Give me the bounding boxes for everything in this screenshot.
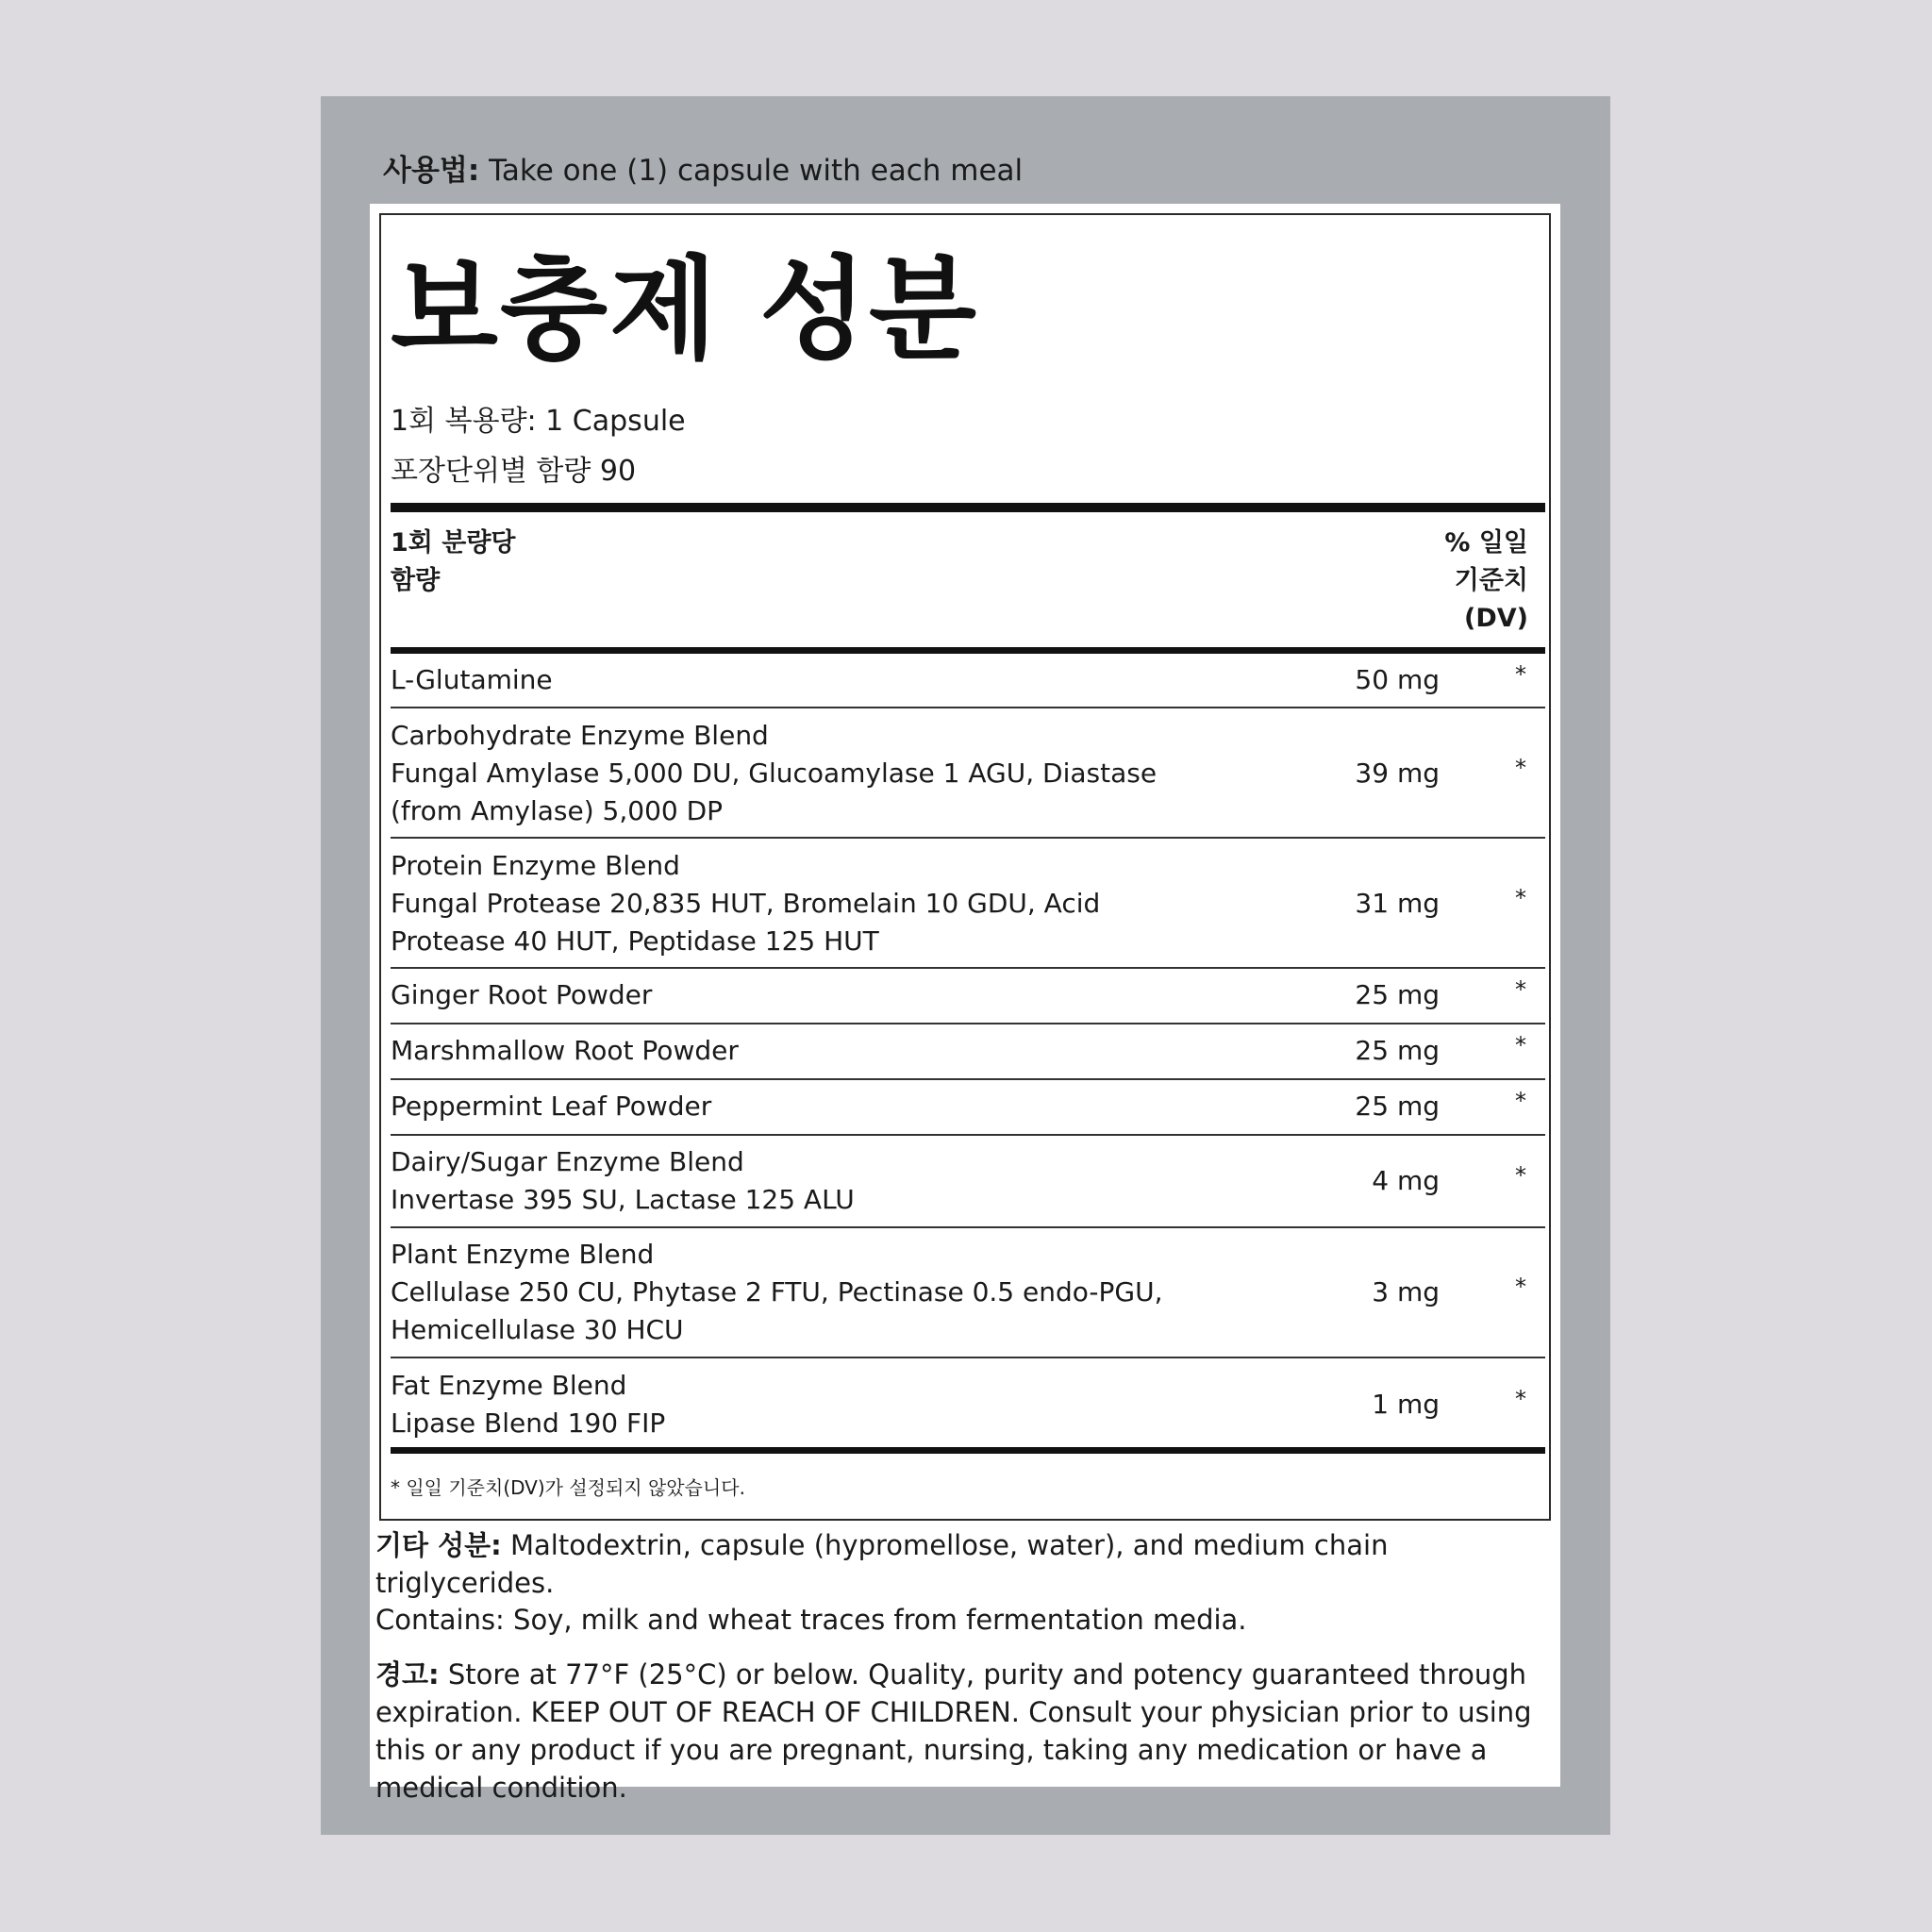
facts-title: 보충제 성분: [391, 244, 979, 375]
nutrient-name: Protein Enzyme Blend: [391, 850, 680, 881]
nutrient-row: [391, 847, 1545, 960]
dv-header-line2: 기준치: [1454, 566, 1528, 595]
nutrient-name: Ginger Root Powder: [391, 979, 653, 1010]
supplement-facts-box: [379, 213, 1551, 1521]
nutrient-dv: *: [1515, 755, 1526, 781]
row-divider: [391, 1023, 1545, 1024]
nutrient-name: Dairy/Sugar Enzyme Blend: [391, 1146, 744, 1177]
nutrient-row: [391, 661, 1545, 699]
nutrient-dv: *: [1515, 661, 1526, 688]
nutrient-name: Peppermint Leaf Powder: [391, 1091, 712, 1122]
row-divider: [391, 967, 1545, 969]
nutrient-amount: 31 mg: [1355, 888, 1440, 919]
other-ingredients: [375, 1526, 1555, 1602]
daily-value-header: [1444, 525, 1528, 638]
nutrient-row: [391, 1143, 1545, 1219]
dv-header-line3: (DV): [1464, 604, 1528, 633]
nutrient-name: Plant Enzyme Blend: [391, 1239, 655, 1270]
nutrient-dv: *: [1515, 1386, 1526, 1412]
nutrient-row: [391, 1236, 1545, 1349]
warning: [375, 1656, 1555, 1807]
servings-per-container: 포장단위별 함량 90: [391, 455, 637, 488]
label-body: [370, 204, 1560, 1804]
other-ingredients-label: 기타 성분:: [375, 1529, 502, 1561]
nutrient-dv: *: [1515, 1032, 1526, 1058]
row-divider: [391, 837, 1545, 839]
nutrient-row: [391, 1367, 1545, 1442]
amount-header-line2: 함량: [391, 566, 441, 595]
row-divider: [391, 707, 1545, 708]
nutrient-name: Fat Enzyme Blend: [391, 1370, 627, 1401]
nutrient-amount: 50 mg: [1355, 664, 1440, 695]
nutrient-row: [391, 976, 1545, 1014]
nutrient-amount: 3 mg: [1372, 1276, 1440, 1307]
nutrient-dv: *: [1515, 976, 1526, 1003]
row-divider: [391, 1078, 1545, 1080]
dv-header-line1: % 일일: [1444, 528, 1528, 558]
warning-label: 경고:: [375, 1658, 440, 1690]
nutrient-row: [391, 1032, 1545, 1070]
amount-header-line1: 1회 분량당: [391, 528, 516, 558]
nutrient-amount: 25 mg: [1355, 979, 1440, 1010]
directions-text: Take one (1) capsule with each meal: [489, 154, 1024, 188]
nutrient-amount: 4 mg: [1372, 1165, 1440, 1196]
nutrient-row: [391, 1088, 1545, 1125]
warning-text: Store at 77°F (25°C) or below. Quality, purity and potency guaranteed through expiration. KEEP OUT OF REACH OF CHILDREN. Consult your physician prior to using this or any product if you are pregnant, nursing, taking any medication or have a medical condition.: [375, 1658, 1532, 1804]
other-ingredients-text: Maltodextrin, capsule (hypromellose, water), and medium chain triglycerides.: [375, 1529, 1389, 1599]
allergen-statement: Contains: Soy, milk and wheat traces from fermentation media.: [375, 1604, 1247, 1636]
column-header-rule: [391, 647, 1545, 654]
directions: [383, 148, 1023, 193]
nutrient-dv: *: [1515, 885, 1526, 911]
serving-size: 1회 복용량: 1 Capsule: [391, 405, 686, 438]
nutrient-detail: Fungal Amylase 5,000 DU, Glucoamylase 1 AGU, Diastase (from Amylase) 5,000 DP: [391, 758, 1158, 826]
nutrient-name: Carbohydrate Enzyme Blend: [391, 720, 769, 751]
nutrient-amount: 25 mg: [1355, 1091, 1440, 1122]
nutrient-amount: 39 mg: [1355, 758, 1440, 789]
row-divider: [391, 1134, 1545, 1136]
nutrient-amount: 1 mg: [1372, 1389, 1440, 1420]
footer-rule: [391, 1447, 1545, 1454]
nutrient-name: L-Glutamine: [391, 664, 553, 695]
row-divider: [391, 1226, 1545, 1228]
nutrient-dv: *: [1515, 1274, 1526, 1300]
nutrient-row: [391, 717, 1545, 830]
dv-footnote: * 일일 기준치(DV)가 설정되지 않았습니다.: [391, 1476, 745, 1499]
label-panel: [321, 96, 1610, 1835]
nutrient-detail: Cellulase 250 CU, Phytase 2 FTU, Pectinase 0.5 endo-PGU, Hemicellulase 30 HCU: [391, 1276, 1163, 1345]
nutrient-dv: *: [1515, 1162, 1526, 1189]
row-divider: [391, 1357, 1545, 1358]
header-rule: [391, 503, 1545, 512]
nutrient-dv: *: [1515, 1088, 1526, 1114]
nutrient-detail: Lipase Blend 190 FIP: [391, 1407, 666, 1439]
directions-label: 사용법:: [383, 154, 480, 188]
nutrient-name: Marshmallow Root Powder: [391, 1035, 739, 1066]
nutrient-detail: Fungal Protease 20,835 HUT, Bromelain 10 GDU, Acid Protease 40 HUT, Peptidase 125 HUT: [391, 888, 1101, 957]
nutrient-detail: Invertase 395 SU, Lactase 125 ALU: [391, 1184, 855, 1215]
amount-per-serving-header: [391, 525, 516, 600]
nutrient-amount: 25 mg: [1355, 1035, 1440, 1066]
